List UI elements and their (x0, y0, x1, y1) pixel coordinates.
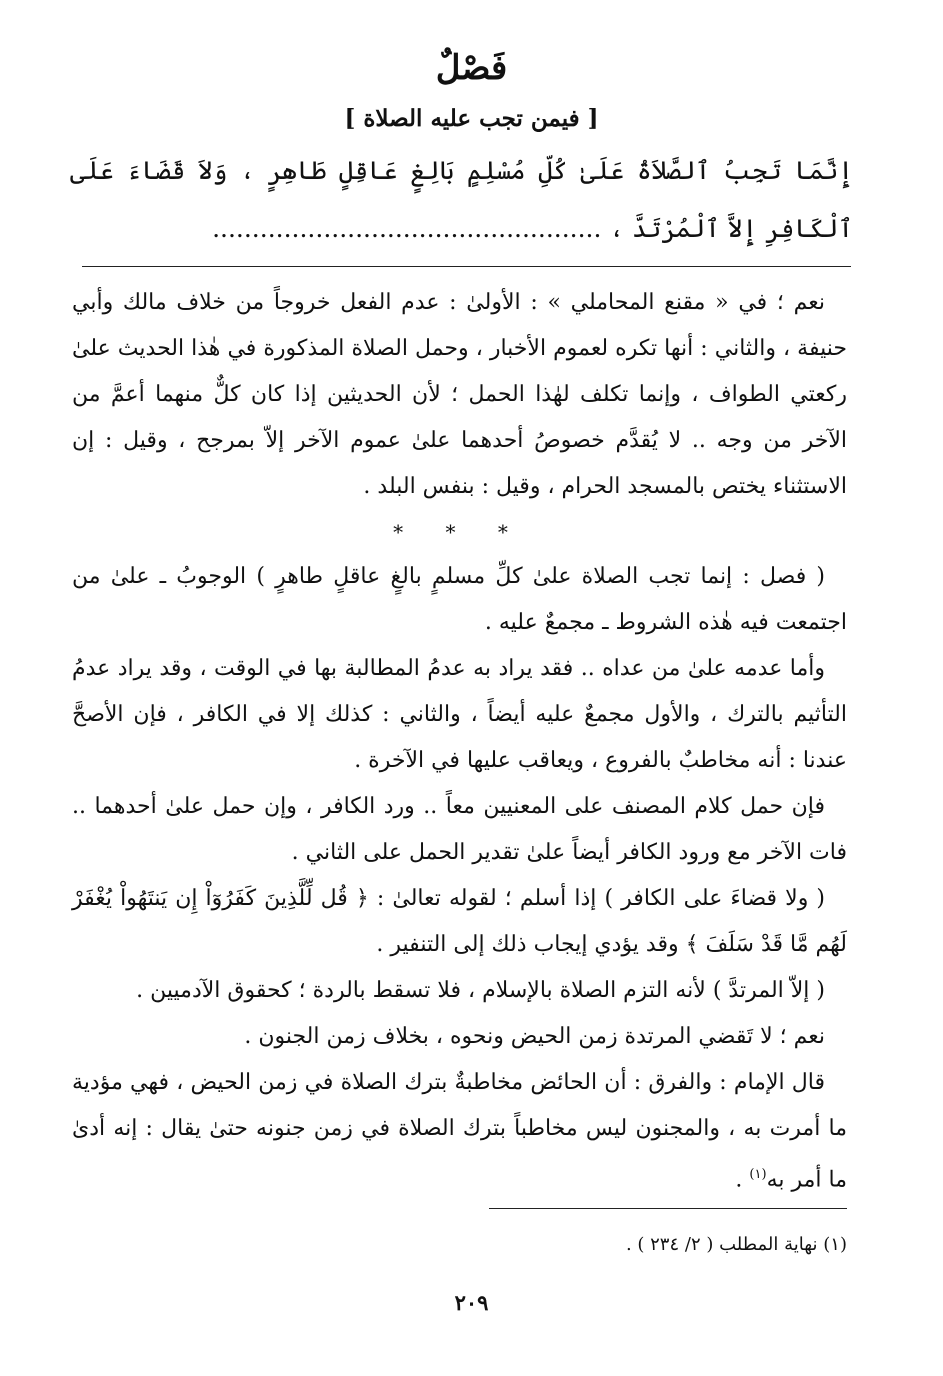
footnote-ref[interactable]: (١) (749, 1167, 767, 1182)
commentary-paragraph-3: وأما عدمه علىٰ من عداه .. فقد يراد به عدمُ المطالبة بها في الوقت ، وقد يراد عدمُ التأثيم بالترك ، والأول مجمعٌ عليه أيضاً ، والثاني : كذلك إلا في الكافر ، فإن الأصحَّ عندنا : أنه مخاطبٌ بالفروع ، ويعاقب عليها في الآخرة . (72, 656, 847, 773)
section-title: [ فيمن تجب عليه الصلاة ] (344, 105, 599, 132)
matn-dots: ................................................. (212, 214, 602, 243)
separator-rule (82, 266, 851, 267)
commentary-paragraph-8 (72, 1060, 847, 1203)
chapter-ornament: فَصْلٌ (435, 48, 508, 88)
footnote-rule (489, 1208, 847, 1209)
matn-sentence: إِنَّمَا تَجِبُ ٱلصَّلاَةُ عَلَىٰ كُلِّ مُسْلِمٍ بَالِغٍ عَاقِلٍ طَاهِرٍ ، وَلاَ قَضَاءَ عَلَى ٱلْكَافِرِ إِلاَّ ٱلْمُرْتَدَّ ، (70, 156, 853, 243)
commentary-paragraph-4: فإن حمل كلام المصنف على المعنيين معاً .. ورد الكافر ، وإن حمل علىٰ أحدهما .. فات الآخر مع ورود الكافر أيضاً علىٰ تقدير الحمل على الثاني . (72, 794, 847, 865)
commentary-paragraph-6: ( إلاّ المرتدَّ ) لأنه التزم الصلاة بالإسلام ، فلا تسقط بالردة ؛ كحقوق الآدميين . (136, 978, 825, 1003)
commentary (72, 280, 847, 1203)
commentary-paragraph-2: ( فصل : إنما تجب الصلاة علىٰ كلِّ مسلمٍ بالغٍ عاقلٍ طاهرٍ ) الوجوبُ ـ علىٰ من اجتمعت فيه هٰذه الشروط ـ مجمعٌ عليه . (72, 564, 847, 635)
commentary-paragraph-1: نعم ؛ في « مقنع المحاملي » : الأولىٰ : عدم الفعل خروجاً من خلاف مالك وأبي حنيفة ، والثاني : أنها تكره لعموم الأخبار ، وحمل الصلاة المذكورة في هٰذا الحديث علىٰ ركعتي الطواف ، وإنما تكلف لهٰذا الحمل ؛ لأن الحديثين إذا كان كلٌّ منهما أعمَّ من الآخر من وجه .. لا يُقدَّم خصوصُ أحدهما علىٰ عموم الآخر إلاّ بمرجح ، وقيل : إن الاستثناء يختص بالمسجد الحرام ، وقيل : بنفس البلد . (72, 290, 847, 499)
page-number: ٢٠٩ (454, 1290, 489, 1315)
matn-text (70, 142, 853, 258)
stars-divider: * * * (393, 520, 526, 544)
commentary-paragraph-7: نعم ؛ لا تَقضي المرتدة زمن الحيض ونحوه ، بخلاف زمن الجنون . (244, 1024, 825, 1049)
footnote: (١) نهاية المطلب ( ٢/ ٢٣٤ ) . (625, 1234, 847, 1255)
paragraph-8-end: . (735, 1167, 750, 1193)
commentary-paragraph-5: ( ولا قضاءَ على الكافر ) إذا أسلم ؛ لقوله تعالىٰ : ﴿ قُل لِّلَّذِينَ كَفَرُوٓاْ إِن يَنتَهُواْ يُغْفَرْ لَهُم مَّا قَدْ سَلَفَ ﴾ وقد يؤدي إيجاب ذلك إلى التنفير . (72, 886, 847, 957)
paragraph-8-text: قال الإمام : والفرق : أن الحائض مخاطبةٌ بترك الصلاة في زمن الحيض ، فهي مؤدية ما أمرت به ، والمجنون ليس مخاطباً بترك الصلاة في زمن جنونه حتىٰ يقال : إنه أدىٰ ما أمر به (72, 1070, 847, 1193)
